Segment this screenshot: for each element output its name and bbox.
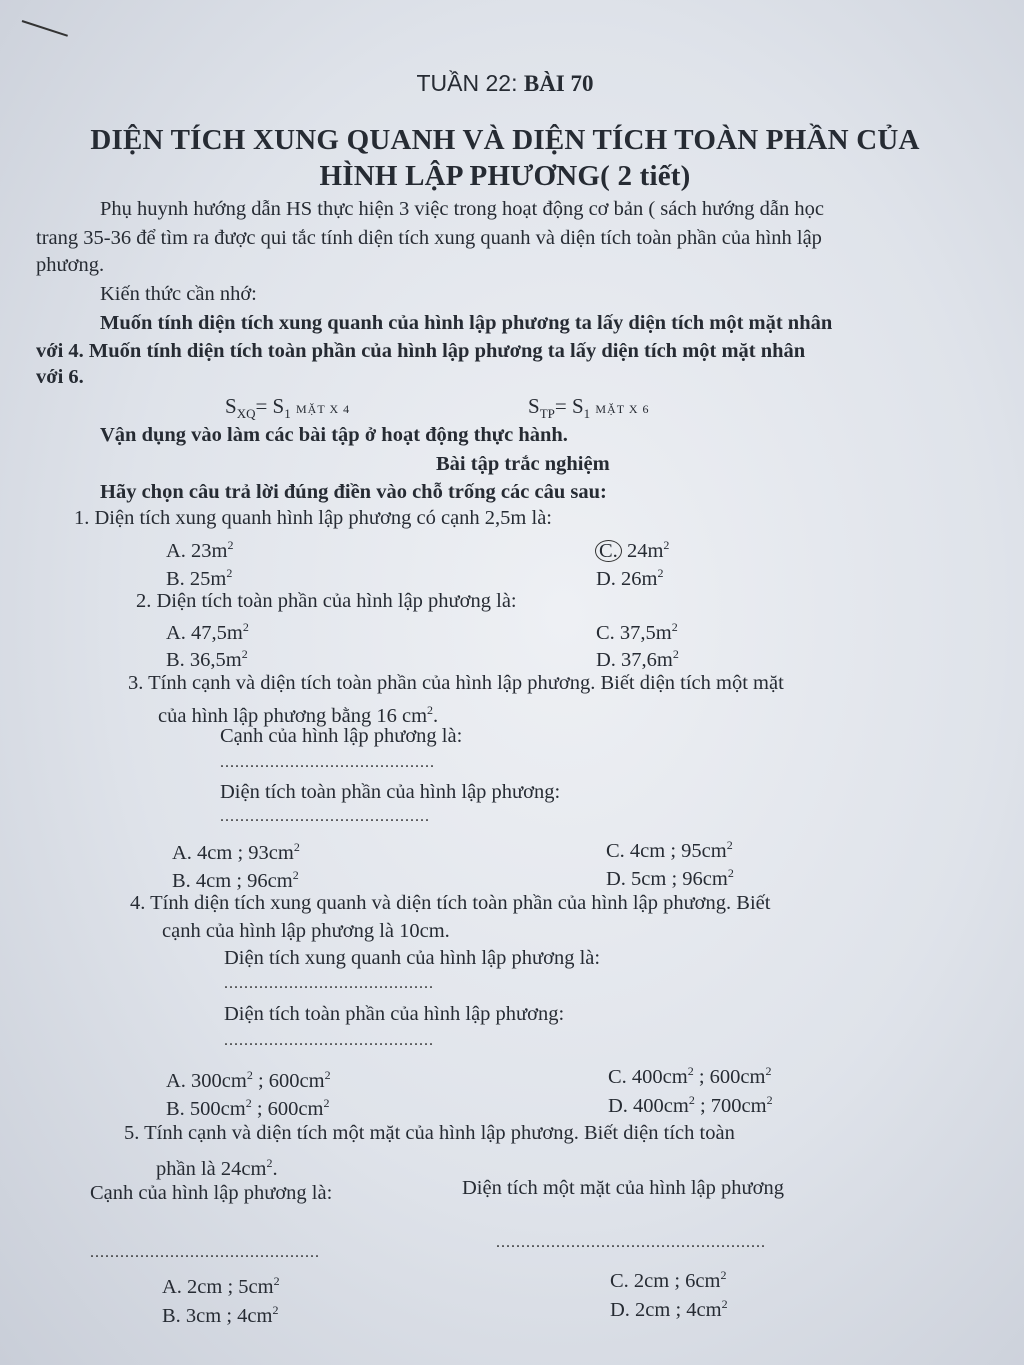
lesson-label: BÀI 70 (523, 71, 594, 96)
q3-area-answer-blank[interactable]: .......................................... (220, 808, 430, 825)
q3-option-c[interactable]: C. 4cm ; $95cm^2$ (606, 838, 733, 862)
q3-option-d[interactable]: D. 5cm ; $96cm^2$ (606, 866, 734, 890)
q1-text: 1. Diện tích xung quanh hình lập phương có cạnh 2,5m là: (74, 507, 552, 529)
q2-option-d[interactable]: D. $37,6m^2$ (596, 647, 679, 671)
q5-line2: phần là $24cm^2$. (156, 1156, 278, 1180)
q2-text: 2. Diện tích toàn phần của hình lập phương là: (136, 590, 517, 612)
q4-option-a[interactable]: A. $300cm^2$ ; $600cm^2$ (166, 1068, 331, 1092)
exercise-instruction: Hãy chọn câu trả lời đúng điền vào chỗ trống các câu sau: (100, 481, 607, 503)
q1-option-c[interactable]: C. $24m^2$ (595, 532, 669, 565)
q4-xq-label: Diện tích xung quanh của hình lập phương là: (224, 947, 601, 969)
q4-line1: 4. Tính diện tích xung quanh và diện tích toàn phần của hình lập phương. Biết (130, 892, 771, 914)
q5-face-label: Diện tích một mặt của hình lập phương (462, 1177, 784, 1199)
q5-option-c[interactable]: C. 2cm ; $6cm^2$ (610, 1268, 727, 1292)
q5-option-b[interactable]: B. 3cm ; $4cm^2$ (162, 1303, 279, 1327)
apply-text: Vận dụng vào làm các bài tập ở hoạt động thực hành. (100, 424, 568, 446)
page-title-line1: DIỆN TÍCH XUNG QUANH VÀ DIỆN TÍCH TOÀN PHẦN CỦA (90, 124, 920, 156)
circled-answer-mark: C. (595, 540, 622, 562)
q3-line1: 3. Tính cạnh và diện tích toàn phần của hình lập phương. Biết diện tích một mặt (128, 672, 784, 694)
exercise-heading: Bài tập trắc nghiệm (436, 453, 610, 475)
q4-option-c[interactable]: C. $400cm^2$ ; $600cm^2$ (608, 1064, 772, 1088)
q1-option-a[interactable]: A. $23m^2$ (166, 538, 234, 562)
pen-mark (22, 20, 68, 37)
q3-line2: của hình lập phương bằng 16 $cm^2$. (158, 703, 439, 727)
formula-tp: $S_{TP}= S_1$ MẶT X 6 (528, 394, 650, 422)
q3-option-b[interactable]: B. 4cm ; $96cm^2$ (172, 868, 299, 892)
q4-option-b[interactable]: B. $500cm^2$ ; $600cm^2$ (166, 1096, 330, 1120)
q4-line2: cạnh của hình lập phương là 10cm. (162, 920, 450, 942)
q5-option-a[interactable]: A. 2cm ; $5cm^2$ (162, 1274, 280, 1298)
q2-option-a[interactable]: A. $47,5m^2$ (166, 620, 249, 644)
rule-line1: Muốn tính diện tích xung quanh của hình lập phương ta lấy diện tích một mặt nhân (100, 312, 833, 334)
intro-line3: phương. (36, 254, 105, 276)
rule-line2: với 4. Muốn tính diện tích toàn phần của hình lập phương ta lấy diện tích một mặt nhân (36, 340, 806, 362)
q3-edge-label: Cạnh của hình lập phương là: (220, 725, 463, 747)
rule-line3: với 6. (36, 366, 84, 388)
intro-line2: trang 35-36 để tìm ra được qui tắc tính diện tích xung quanh và diện tích toàn phần của hình lập (36, 227, 822, 249)
q3-area-label: Diện tích toàn phần của hình lập phương: (220, 781, 561, 803)
q4-tp-answer-blank[interactable]: .......................................... (224, 1032, 434, 1049)
q4-option-d[interactable]: D. $400cm^2$ ; $700cm^2$ (608, 1093, 773, 1117)
q5-line1: 5. Tính cạnh và diện tích một mặt của hình lập phương. Biết diện tích toàn (124, 1122, 735, 1144)
q4-xq-answer-blank[interactable]: .......................................... (224, 975, 434, 992)
q5-edge-answer-blank[interactable]: .............................................. (90, 1244, 320, 1261)
q2-option-b[interactable]: B. $36,5m^2$ (166, 647, 248, 671)
q5-edge-label: Cạnh của hình lập phương là: (90, 1182, 333, 1204)
q5-option-d[interactable]: D. 2cm ; $4cm^2$ (610, 1297, 728, 1321)
formula-xq: $S_{XQ}= S_1$ MẶT X 4 (225, 394, 351, 422)
q5-face-answer-blank[interactable]: ...................................................... (496, 1234, 766, 1251)
q4-tp-label: Diện tích toàn phần của hình lập phương: (224, 1003, 565, 1025)
week-lesson-heading (0, 70, 1010, 97)
page-title-line2: HÌNH LẬP PHƯƠNG( 2 tiết) (319, 160, 691, 192)
q1-option-d[interactable]: D. $26m^2$ (596, 566, 664, 590)
knowledge-heading: Kiến thức cần nhớ: (100, 283, 257, 305)
q1-option-b[interactable]: B. $25m^2$ (166, 566, 233, 590)
week-label: TUẦN 22: (416, 70, 518, 96)
q2-option-c[interactable]: C. $37,5m^2$ (596, 620, 678, 644)
q3-option-a[interactable]: A. 4cm ; $93cm^2$ (172, 840, 300, 864)
intro-line1: Phụ huynh hướng dẫn HS thực hiện 3 việc trong hoạt động cơ bản ( sách hướng dẫn học (100, 198, 825, 220)
q3-edge-answer-blank[interactable]: ........................................... (220, 754, 435, 771)
